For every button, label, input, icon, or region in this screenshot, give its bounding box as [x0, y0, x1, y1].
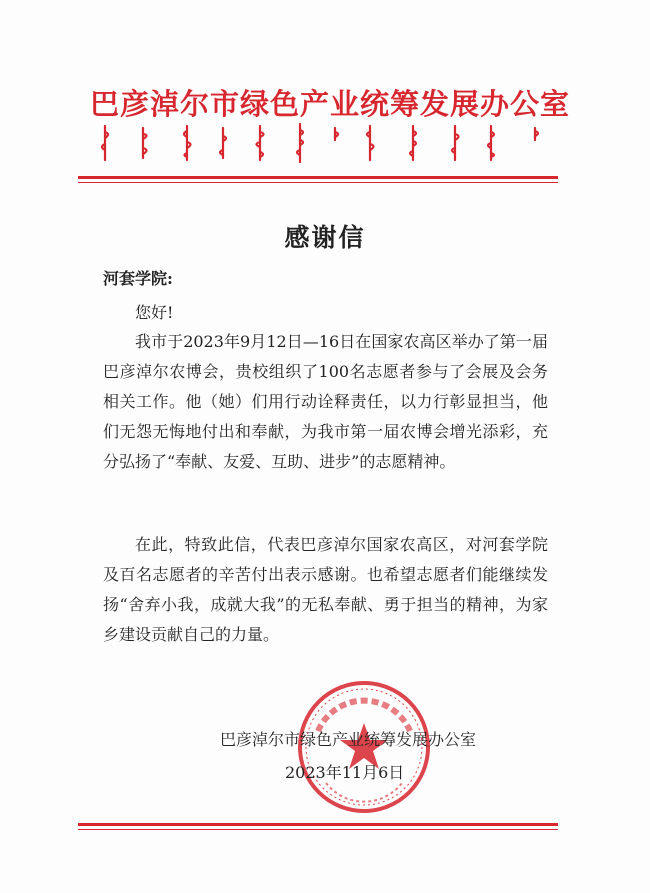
letterhead-org-name: 巴彦淖尔市绿色产业统筹发展办公室 — [90, 87, 571, 121]
letter-paragraph-2: 在此，特致此信，代表巴彦淖尔国家农高区，对河套学院及百名志愿者的辛苦付出表示感谢。也希望志愿者们能继续发扬“舍弃小我，成就大我”的无私奉献、勇于担当的精神，为家乡建设贡献自己的力量。 — [103, 535, 548, 644]
letter-greeting: 您好! — [135, 303, 174, 322]
footer-divider-thin — [78, 829, 558, 830]
letterhead-mongolian-script — [95, 122, 555, 166]
letterhead-divider-thin — [78, 182, 558, 183]
letter-recipient: 河套学院: — [103, 269, 173, 288]
signature-org: 巴彦淖尔市绿色产业统筹发展办公室 — [220, 730, 477, 749]
letter-title: 感谢信 — [284, 223, 366, 252]
signature-date: 2023年11月6日 — [285, 763, 405, 782]
footer-divider-thick — [78, 823, 558, 826]
letter-paragraph-1: 我市于2023年9月12日—16日在国家农高区举办了第一届巴彦淖尔农博会，贵校组织了100名志愿者参与了会展及会务相关工作。他（她）们用行动诠释责任，以力行彰显担当，他们无怨无悔地付出和奉献，为我市第一届农博会增光添彩，充分弘扬了“奉献、友爱、互助、进步”的志愿精神。 — [103, 332, 548, 471]
letterhead-divider-thick — [78, 176, 558, 179]
